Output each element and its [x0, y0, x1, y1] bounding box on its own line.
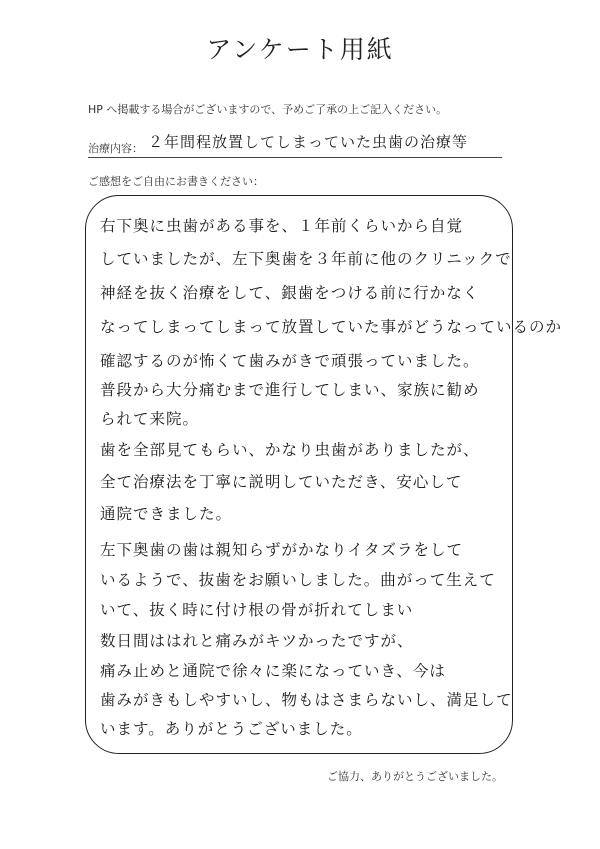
impression-line: していましたが、左下奥歯を３年前に他のクリニックで: [100, 250, 512, 268]
impression-line: られて来院。: [100, 410, 200, 428]
impression-line: います。ありがとうございました。: [100, 720, 363, 738]
impression-line: 歯を全部見てもらい、かなり虫歯がありましたが、: [100, 441, 480, 459]
impression-line: 通院できました。: [100, 505, 233, 523]
impression-line: 数日間ははれと痛みがキツかったですが、: [100, 632, 414, 650]
impression-line: いて、抜く時に付け根の骨が折れてしまい: [100, 601, 414, 619]
thank-you-footer: ご協力、ありがとうございました。: [327, 770, 503, 783]
publication-notice: HP へ掲載する場合がございますので、予めご了承の上ご記入ください。: [88, 103, 448, 116]
page-title: アンケート用紙: [206, 35, 394, 64]
impressions-label: ご感想をご自由にお書きください：: [88, 175, 264, 188]
impression-line: 普段から大分痛むまで進行してしまい、家族に勧め: [100, 381, 480, 399]
impression-line: なってしまってしまって放置していた事がどうなっているのか: [100, 318, 563, 336]
treatment-label: 治療内容：: [88, 142, 143, 155]
treatment-row: [88, 133, 502, 158]
treatment-value: ２年間程放置してしまっていた虫歯の治療等: [148, 133, 469, 151]
impression-line: 神経を抜く治療をして、銀歯をつける前に行かなく: [100, 284, 480, 302]
impression-line: 全て治療法を丁寧に説明していただき、安心して: [100, 473, 463, 491]
impression-line: 右下奥に虫歯がある事を、１年前くらいから自覚: [100, 217, 464, 235]
impression-line: 確認するのが怖くて歯みがきで頑張っていました。: [100, 352, 480, 370]
impression-line: 歯みがきもしやすいし、物もはさまらないし、満足して: [100, 691, 513, 709]
impression-line: いるようで、抜歯をお願いしました。曲がって生えて: [100, 571, 496, 589]
impression-line: 痛み止めと通院で徐々に楽になっていき、今は: [100, 662, 446, 680]
impression-line: 左下奥歯の歯は親知らずがかなりイタズラをして: [100, 541, 464, 559]
